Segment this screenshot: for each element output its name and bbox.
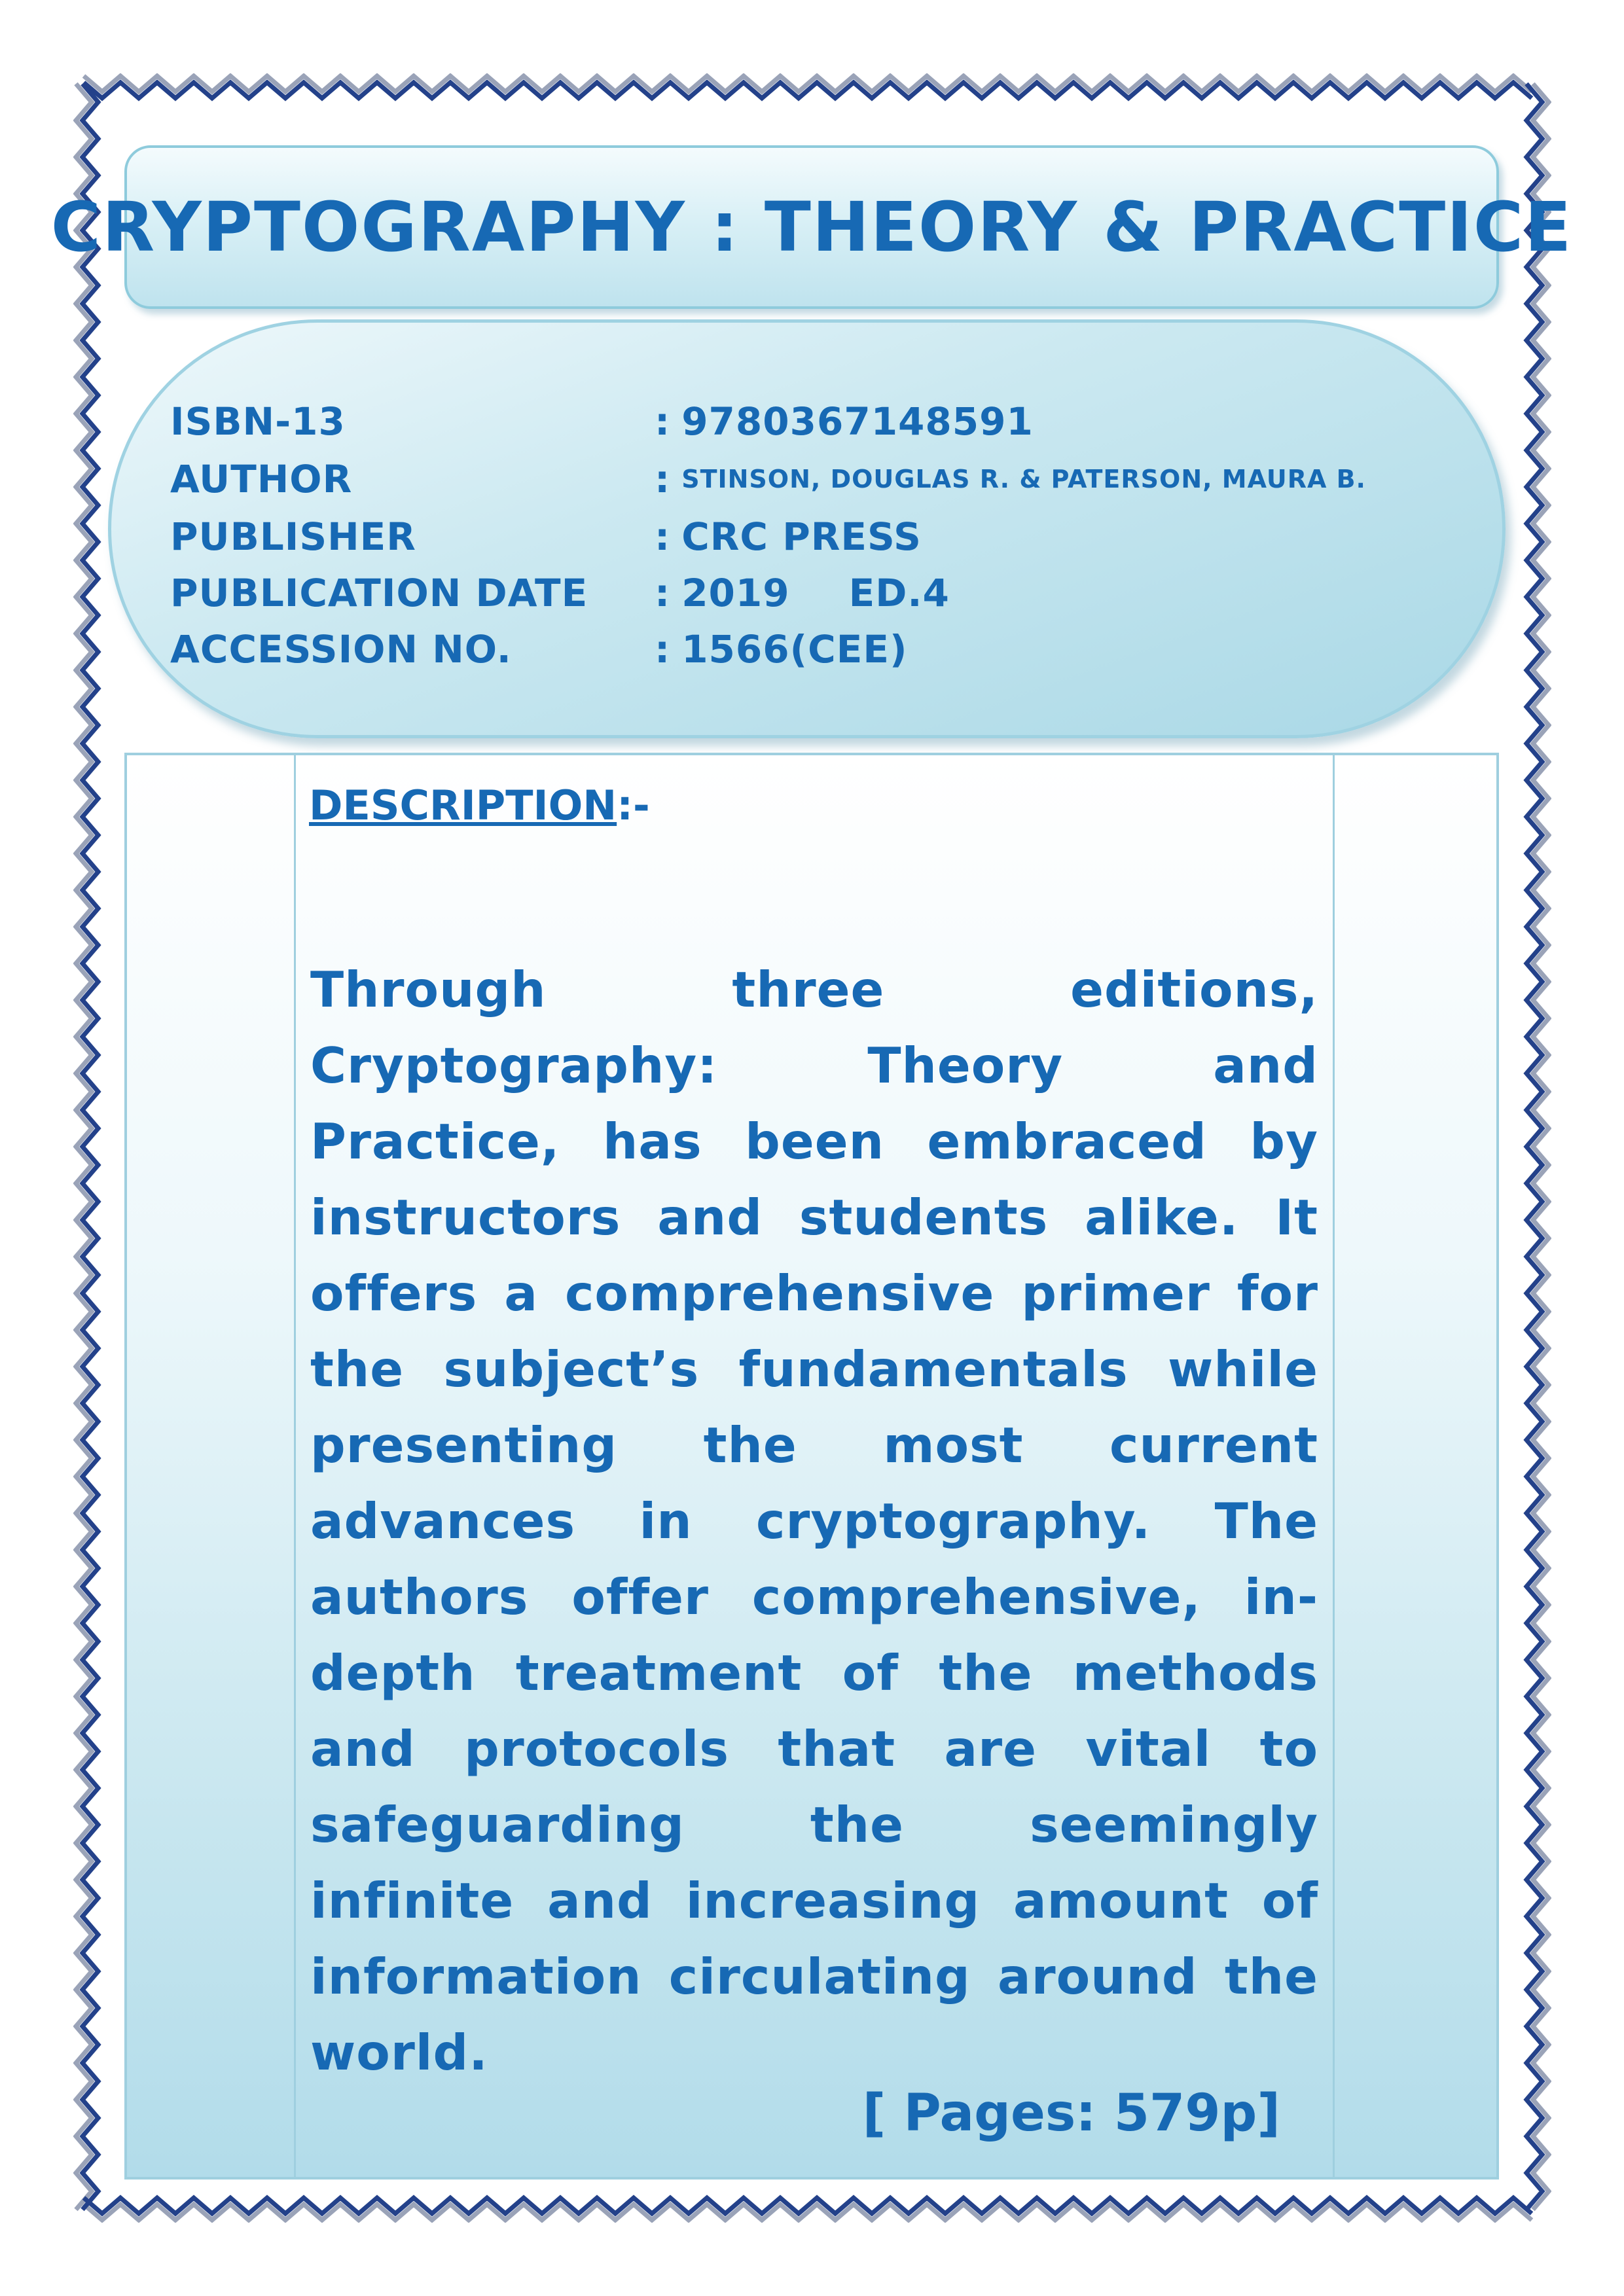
- edition-value: ED.4: [848, 571, 950, 615]
- accession-row: [170, 623, 907, 675]
- description-panel: [124, 753, 1499, 2179]
- publication-date-label: PUBLICATION DATE: [170, 571, 588, 615]
- publication-date-row: [170, 567, 950, 619]
- publisher-row: [170, 511, 922, 563]
- publication-date-value: 2019: [681, 571, 790, 615]
- description-body: Through three editions, Cryptography: Theory and Practice, has been embraced by instructors and students alike. It offers a comprehensive primer for the subject’s fundamentals while presenting the most current advances in cryptography. The authors offer comprehensive, in-depth treatment of the methods and protocols that are vital to safeguarding the seemingly infinite and increasing amount of information circulating around the world.: [310, 961, 1318, 2081]
- author-label: AUTHOR: [170, 457, 353, 501]
- author-row: [170, 453, 1366, 505]
- accession-label: ACCESSION NO.: [170, 627, 512, 672]
- description-column: [294, 755, 1335, 2177]
- title-banner: [50, 145, 1573, 309]
- description-heading-suffix: :-: [617, 781, 650, 829]
- isbn-value: 9780367148591: [681, 399, 1034, 444]
- publisher-colon: :: [655, 514, 670, 559]
- accession-value: 1566(CEE): [681, 627, 908, 672]
- author-colon: :: [655, 457, 670, 501]
- publisher-value: CRC PRESS: [681, 514, 922, 559]
- page-count: [ Pages: 579p]: [862, 2084, 1280, 2143]
- isbn-row: [170, 395, 1034, 448]
- description-heading-text: DESCRIPTION: [309, 781, 617, 829]
- isbn-colon: :: [655, 399, 670, 444]
- isbn-label: ISBN-13: [170, 399, 346, 444]
- publication-date-colon: :: [655, 571, 670, 615]
- description-heading: [309, 781, 650, 829]
- book-title: CRYPTOGRAPHY : THEORY & PRACTICE: [50, 187, 1573, 267]
- publisher-label: PUBLISHER: [170, 514, 416, 559]
- author-value: STINSON, DOUGLAS R. & PATERSON, MAURA B.: [681, 465, 1366, 493]
- accession-colon: :: [655, 627, 670, 672]
